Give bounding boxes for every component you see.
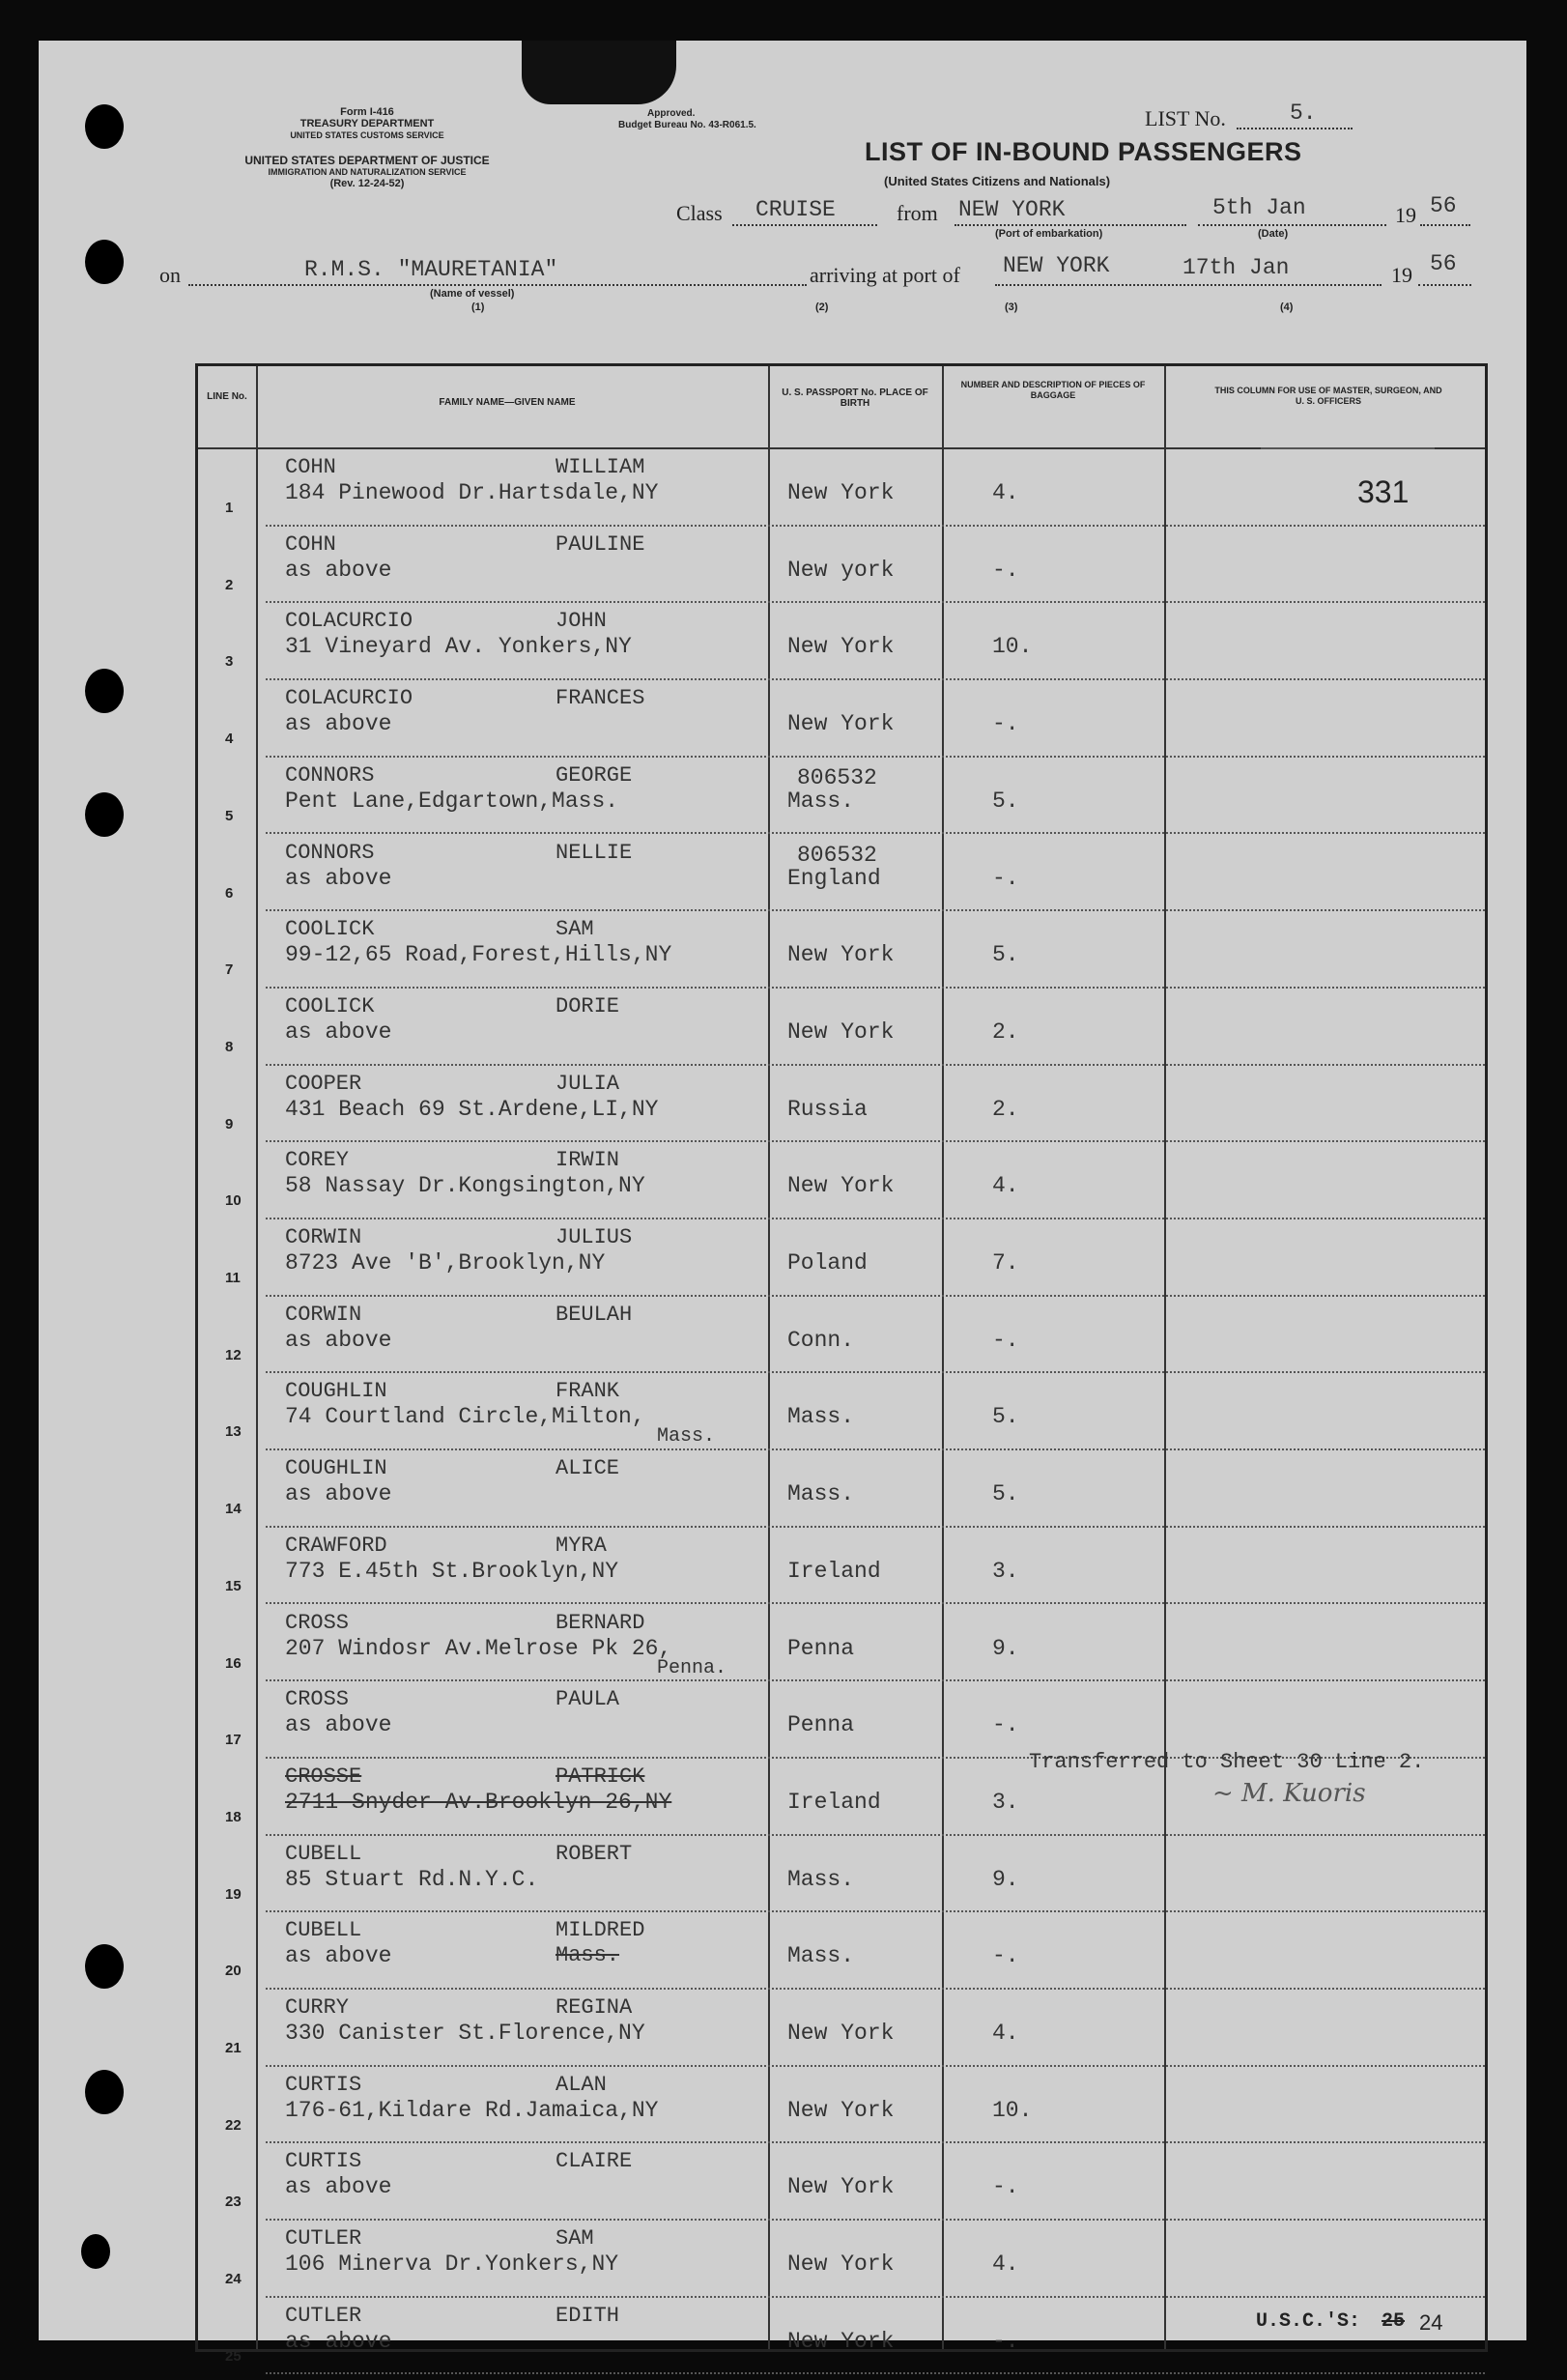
- line-number: 9: [225, 1115, 234, 1133]
- table-row: [198, 2221, 1485, 2298]
- col3-caption: (3): [1005, 301, 1018, 313]
- address: 58 Nassay Dr.Kongsington,NY: [285, 1173, 645, 1199]
- address: as above: [285, 1018, 392, 1045]
- family-name: CONNORS: [285, 840, 375, 865]
- baggage-count: 4.: [992, 480, 1019, 505]
- family-name: CROSS: [285, 1687, 350, 1712]
- struck-note: Mass.: [556, 1943, 620, 1968]
- family-name: CONNORS: [285, 762, 375, 788]
- line-number: 8: [225, 1038, 234, 1055]
- usc-count-struck: 25: [1382, 2310, 1406, 2333]
- family-name: COHN: [285, 531, 336, 557]
- table-row: [198, 1450, 1485, 1528]
- transfer-note: Transferred to Sheet 30 Line 2.: [1029, 1750, 1425, 1774]
- address: as above: [285, 1712, 392, 1738]
- place-of-birth: Poland: [787, 1250, 868, 1276]
- address: as above: [285, 557, 392, 583]
- table-row: [198, 1297, 1485, 1374]
- place-of-birth: Mass.: [787, 1866, 855, 1892]
- baggage-count: 2.: [992, 1018, 1019, 1045]
- baggage-count: -.: [992, 1327, 1019, 1353]
- table-row: [198, 2143, 1485, 2221]
- year1-line: [1420, 224, 1470, 226]
- address: as above: [285, 2328, 392, 2354]
- rev-line: (Rev. 12-24-52): [329, 178, 405, 189]
- list-no-label: LIST No.: [1145, 106, 1226, 130]
- approved-line: Approved.: [647, 108, 696, 119]
- arrival-line: [995, 284, 1382, 286]
- header-name: FAMILY NAME—GIVEN NAME: [439, 397, 576, 408]
- place-of-birth: New York: [787, 634, 895, 660]
- table-row: [198, 911, 1485, 989]
- baggage-count: -.: [992, 1943, 1019, 1969]
- family-name: COOLICK: [285, 993, 375, 1018]
- family-name: CUTLER: [285, 2303, 362, 2328]
- col2-caption: (2): [815, 301, 829, 313]
- form-title: LIST OF IN-BOUND PASSENGERS: [865, 137, 1302, 166]
- family-name: CROSS: [285, 1610, 350, 1635]
- place-of-birth: New York: [787, 942, 895, 968]
- table-row: [198, 1528, 1485, 1605]
- handwritten-signature: ~ M. Kuoris: [1212, 1779, 1366, 1808]
- budget-line: Budget Bureau No. 43-R061.5.: [618, 120, 756, 130]
- justice-line: UNITED STATES DEPARTMENT OF JUSTICE: [244, 154, 490, 167]
- baggage-count: 5.: [992, 1404, 1019, 1430]
- baggage-count: 4.: [992, 2251, 1019, 2278]
- family-name: CORWIN: [285, 1302, 362, 1327]
- baggage-count: -.: [992, 865, 1019, 891]
- baggage-count: 5.: [992, 1481, 1019, 1507]
- baggage-count: 9.: [992, 1866, 1019, 1892]
- address: 74 Courtland Circle,Milton,: [285, 1404, 645, 1430]
- table-row: [198, 1066, 1485, 1143]
- header-baggage: NUMBER AND DESCRIPTION OF PIECES OF BAGGAGE: [960, 380, 1146, 400]
- place-of-birth: Mass.: [787, 1404, 855, 1430]
- table-row: [198, 1912, 1485, 1990]
- table-row: [198, 527, 1485, 604]
- address: 2711 Snyder Av.Brooklyn 26,NY: [285, 1789, 672, 1815]
- vessel-value: R.M.S. "MAURETANIA": [304, 257, 558, 282]
- address: as above: [285, 1481, 392, 1507]
- line-number: 20: [225, 1963, 242, 1980]
- passport-number: 806532: [797, 842, 877, 868]
- baggage-count: 9.: [992, 1635, 1019, 1661]
- from-line: [954, 224, 1186, 226]
- table-row: [198, 989, 1485, 1066]
- family-name: COUGHLIN: [285, 1379, 387, 1404]
- given-name: FRANK: [556, 1379, 620, 1404]
- table-row: [198, 1681, 1485, 1759]
- line-number: 19: [225, 1885, 242, 1903]
- line-number: 23: [225, 2194, 242, 2211]
- family-name: CROSSE: [285, 1763, 362, 1789]
- year-prefix-2: 19: [1391, 263, 1412, 287]
- table-row: [198, 1836, 1485, 1913]
- address: 31 Vineyard Av. Yonkers,NY: [285, 634, 632, 660]
- given-name: ROBERT: [556, 1841, 633, 1866]
- form-number: Form I-416: [340, 106, 394, 118]
- address: 207 Windosr Av.Melrose Pk 26,: [285, 1635, 672, 1661]
- baggage-count: -.: [992, 1712, 1019, 1738]
- baggage-count: 3.: [992, 1558, 1019, 1584]
- given-name: JOHN: [556, 609, 607, 634]
- family-name: CUTLER: [285, 2226, 362, 2251]
- header-passport: U. S. PASSPORT No. PLACE OF BIRTH: [782, 387, 928, 409]
- passport-number: 806532: [797, 764, 877, 790]
- family-name: COUGHLIN: [285, 1456, 387, 1481]
- family-name: CUBELL: [285, 1841, 362, 1866]
- baggage-count: -.: [992, 2174, 1019, 2200]
- place-of-birth: England: [787, 865, 881, 891]
- line-number: 4: [225, 731, 234, 748]
- justice-block: [155, 155, 580, 189]
- form-subtitle: (United States Citizens and Nationals): [884, 174, 1111, 188]
- given-name: NELLIE: [556, 840, 633, 865]
- family-name: CURRY: [285, 1995, 350, 2020]
- table-row: [198, 758, 1485, 835]
- line-number: 2: [225, 576, 234, 593]
- budget-block: [618, 108, 756, 131]
- class-line: [732, 224, 877, 226]
- given-name: JULIUS: [556, 1225, 633, 1249]
- given-name: PAULINE: [556, 531, 645, 557]
- year1-value: 56: [1430, 193, 1457, 218]
- address: 330 Canister St.Florence,NY: [285, 2021, 645, 2046]
- binder-hole: [85, 2070, 124, 2114]
- baggage-count: 4.: [992, 1173, 1019, 1199]
- passenger-table: [195, 363, 1488, 2365]
- table-row: [198, 835, 1485, 912]
- address-continued: Penna.: [657, 1656, 727, 1679]
- table-row: [198, 680, 1485, 758]
- place-of-birth: Mass.: [787, 788, 855, 814]
- arriving-label: arriving at port of: [810, 263, 960, 287]
- date2-value: 17th Jan: [1182, 255, 1290, 280]
- baggage-count: 5.: [992, 788, 1019, 814]
- line-number: 14: [225, 1501, 242, 1518]
- list-no-value: 5.: [1290, 100, 1317, 126]
- line-number: 17: [225, 1732, 242, 1749]
- given-name: MILDRED: [556, 1918, 645, 1943]
- family-name: COLACURCIO: [285, 609, 413, 634]
- baggage-count: 2.: [992, 1096, 1019, 1122]
- place-of-birth: New York: [787, 1018, 895, 1045]
- address: as above: [285, 2174, 392, 2200]
- address: as above: [285, 711, 392, 737]
- given-name: SAM: [556, 917, 594, 942]
- line-number: 5: [225, 807, 234, 824]
- given-name: PATRICK: [556, 1763, 645, 1789]
- header-officers: THIS COLUMN FOR USE OF MASTER, SURGEON, AND U. S. OFFICERS: [1214, 386, 1442, 406]
- line-number: 3: [225, 653, 234, 671]
- address: 184 Pinewood Dr.Hartsdale,NY: [285, 480, 659, 505]
- table-row: [198, 1142, 1485, 1219]
- given-name: FRANCES: [556, 686, 645, 711]
- place-of-birth: New York: [787, 1173, 895, 1199]
- given-name: SAM: [556, 2226, 594, 2251]
- baggage-count: 10.: [992, 634, 1033, 660]
- family-name: CORWIN: [285, 1225, 362, 1249]
- torn-corner: [522, 41, 676, 104]
- place-of-birth: New York: [787, 2174, 895, 2200]
- address: as above: [285, 1327, 392, 1353]
- given-name: ALICE: [556, 1456, 620, 1481]
- baggage-count: 10.: [992, 2097, 1033, 2123]
- place-of-birth: New York: [787, 2021, 895, 2046]
- customs-line: UNITED STATES CUSTOMS SERVICE: [290, 130, 444, 140]
- treasury-line: TREASURY DEPARTMENT: [299, 118, 435, 129]
- address: as above: [285, 865, 392, 891]
- baggage-count: -.: [992, 557, 1019, 583]
- binder-hole: [85, 240, 124, 284]
- table-row: [198, 1219, 1485, 1297]
- binder-hole: [81, 2234, 110, 2269]
- date1-value: 5th Jan: [1212, 195, 1306, 220]
- place-of-birth: Conn.: [787, 1327, 855, 1353]
- form-agency-block: [242, 106, 493, 141]
- table-row: [198, 1990, 1485, 2067]
- given-name: CLAIRE: [556, 2149, 633, 2174]
- from-value: NEW YORK: [958, 197, 1066, 222]
- list-no-line: [1237, 128, 1353, 129]
- line-number: 21: [225, 2040, 242, 2056]
- usc-label: U.S.C.'S:: [1256, 2310, 1361, 2333]
- address: as above: [285, 1943, 392, 1969]
- col4-caption: (4): [1280, 301, 1294, 313]
- family-name: CRAWFORD: [285, 1533, 387, 1558]
- class-value: CRUISE: [755, 197, 836, 222]
- given-name: DORIE: [556, 993, 620, 1018]
- address: 773 E.45th St.Brooklyn,NY: [285, 1558, 619, 1584]
- table-row: [198, 2298, 1485, 2375]
- line-number: 13: [225, 1423, 242, 1441]
- binder-hole: [85, 792, 124, 837]
- address: 431 Beach 69 St.Ardene,LI,NY: [285, 1096, 659, 1122]
- line-number: 16: [225, 1654, 242, 1672]
- family-name: CURTIS: [285, 2072, 362, 2097]
- family-name: CUBELL: [285, 1918, 362, 1943]
- table-row: [198, 1605, 1485, 1682]
- col1-caption: (1): [471, 301, 485, 313]
- arrival-port-value: NEW YORK: [1003, 253, 1110, 278]
- address-continued: Mass.: [657, 1425, 716, 1448]
- address: 176-61,Kildare Rd.Jamaica,NY: [285, 2097, 659, 2123]
- table-row: [198, 2067, 1485, 2144]
- address: 8723 Ave 'B',Brooklyn,NY: [285, 1250, 606, 1276]
- line-number: 25: [225, 2347, 242, 2365]
- binder-hole: [85, 669, 124, 713]
- line-number: 22: [225, 2116, 242, 2134]
- officer-note: 331: [1357, 474, 1410, 509]
- given-name: ALAN: [556, 2072, 607, 2097]
- given-name: PAULA: [556, 1687, 620, 1712]
- ins-line: IMMIGRATION AND NATURALIZATION SERVICE: [268, 167, 467, 177]
- place-of-birth: New York: [787, 711, 895, 737]
- line-number: 6: [225, 884, 234, 902]
- place-of-birth: Mass.: [787, 1943, 855, 1969]
- given-name: GEORGE: [556, 762, 633, 788]
- year-prefix-1: 19: [1395, 203, 1416, 227]
- line-number: 1: [225, 500, 234, 516]
- row-divider: [266, 2372, 1485, 2374]
- header-line-no: LINE No.: [207, 391, 247, 402]
- line-number: 7: [225, 961, 234, 979]
- baggage-count: -.: [992, 2328, 1019, 2354]
- place-of-birth: Penna: [787, 1712, 855, 1738]
- class-label: Class: [676, 201, 723, 225]
- binder-hole: [85, 1944, 124, 1989]
- table-row: [198, 603, 1485, 680]
- line-number: 11: [225, 1270, 241, 1286]
- table-row: [198, 449, 1485, 527]
- usc-count: 24: [1419, 2310, 1443, 2335]
- baggage-count: -.: [992, 711, 1019, 737]
- baggage-count: 4.: [992, 2021, 1019, 2046]
- date-caption: (Date): [1258, 228, 1289, 240]
- place-of-birth: Penna: [787, 1635, 855, 1661]
- line-number: 24: [225, 2271, 242, 2288]
- address: 99-12,65 Road,Forest,Hills,NY: [285, 942, 672, 968]
- binder-hole: [85, 104, 124, 149]
- family-name: COOPER: [285, 1071, 362, 1096]
- year2-line: [1418, 284, 1471, 286]
- line-number: 12: [225, 1346, 242, 1363]
- vessel-caption: (Name of vessel): [430, 288, 515, 300]
- port-embark-caption: (Port of embarkation): [995, 228, 1103, 240]
- given-name: JULIA: [556, 1071, 620, 1096]
- family-name: COREY: [285, 1148, 350, 1173]
- given-name: REGINA: [556, 1995, 633, 2020]
- family-name: COHN: [285, 455, 336, 479]
- address: 106 Minerva Dr.Yonkers,NY: [285, 2251, 619, 2278]
- given-name: BERNARD: [556, 1610, 645, 1635]
- family-name: CURTIS: [285, 2149, 362, 2174]
- baggage-count: 3.: [992, 1789, 1019, 1815]
- given-name: EDITH: [556, 2303, 620, 2328]
- given-name: BEULAH: [556, 1302, 633, 1327]
- family-name: COOLICK: [285, 917, 375, 942]
- table-row: [198, 1373, 1485, 1450]
- on-label: on: [159, 263, 181, 287]
- address: 85 Stuart Rd.N.Y.C.: [285, 1866, 539, 1892]
- place-of-birth: New York: [787, 2097, 895, 2123]
- place-of-birth: New York: [787, 2251, 895, 2278]
- family-name: COLACURCIO: [285, 686, 413, 711]
- from-label: from: [897, 201, 938, 225]
- given-name: IRWIN: [556, 1148, 620, 1173]
- given-name: WILLIAM: [556, 455, 645, 479]
- year2-value: 56: [1430, 251, 1457, 276]
- place-of-birth: New york: [787, 557, 895, 583]
- line-number: 15: [225, 1577, 242, 1594]
- manifest-page: [39, 41, 1526, 2365]
- address: Pent Lane,Edgartown,Mass.: [285, 788, 619, 814]
- place-of-birth: Russia: [787, 1096, 868, 1122]
- date1-line: [1198, 224, 1386, 226]
- place-of-birth: New York: [787, 480, 895, 505]
- place-of-birth: Ireland: [787, 1789, 881, 1815]
- line-number: 10: [225, 1192, 242, 1210]
- place-of-birth: New York: [787, 2328, 895, 2354]
- baggage-count: 7.: [992, 1250, 1019, 1276]
- place-of-birth: Ireland: [787, 1558, 881, 1584]
- baggage-count: 5.: [992, 942, 1019, 968]
- given-name: MYRA: [556, 1533, 607, 1558]
- vessel-line: [188, 284, 807, 286]
- line-number: 18: [225, 1808, 242, 1825]
- place-of-birth: Mass.: [787, 1481, 855, 1507]
